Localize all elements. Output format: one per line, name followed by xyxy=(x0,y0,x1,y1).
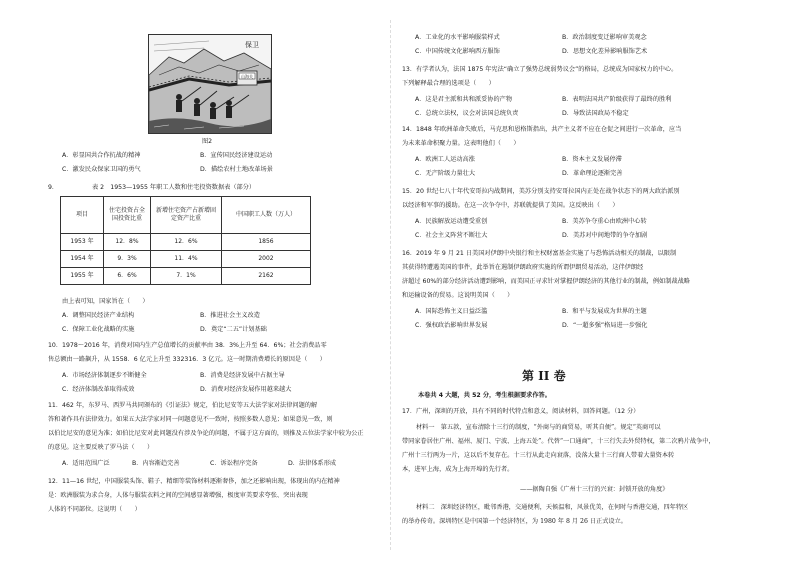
table-cell: 1953 年 xyxy=(61,234,104,251)
figure-caption: 图2 xyxy=(202,138,213,145)
table-cell: 11．4% xyxy=(151,251,222,268)
q15-option-c[interactable]: C．社会主义阵营不断壮大 xyxy=(415,232,488,239)
table-cell: 2002 xyxy=(222,251,311,268)
q8-option-b[interactable]: B．宣传国民经济建设运动 xyxy=(200,152,273,159)
q16-stem-line4: 和运输设备的贸易。这说明美国（ ） xyxy=(402,292,514,299)
material1-line1: 材料一 第五款，宣布清除十三行的制度，“外商与的商贸易，听其自便”。规定“英商可以 xyxy=(416,424,661,431)
q13-option-b[interactable]: B．表明法国共产阶级获得了最终的胜利 xyxy=(562,96,672,103)
table-header-cell: 住宅投资占全国投资比重 xyxy=(104,197,151,234)
q10-option-d[interactable]: D．消费对经济发展作用越来越大 xyxy=(200,386,292,393)
q8-option-c[interactable]: C．激发民众保家卫国的勇气 xyxy=(62,166,141,173)
table-cell: 7．1% xyxy=(151,268,222,285)
q10-stem-line1: 10．1978～2016 年，消费对国内生产总值增长的贡献率由 38．3%上升至 64．6%；社会消费品零 xyxy=(48,342,327,349)
table-cell: 9．3% xyxy=(104,251,151,268)
q10-option-a[interactable]: A．市场经济体制逐步不断健全 xyxy=(62,372,147,379)
q10-option-c[interactable]: C．经济体制改革取得成效 xyxy=(62,386,135,393)
q15-stem-line1: 15．20 世纪七八十年代安哥拉内战期间，美苏分别支持安哥拉国内正处在战争状态下的两大政治派别 xyxy=(402,188,680,195)
q9-table-title: 表 2 1953—1955 年职工人数和住宅投资数据表（部分） xyxy=(92,184,256,191)
q14-stem-line2: 为未来革命积聚力量。这表明他们（ ） xyxy=(402,140,520,147)
svg-text:保卫: 保卫 xyxy=(245,41,259,49)
table-cell: 1954 年 xyxy=(61,251,104,268)
table-cell: 1955 年 xyxy=(61,268,104,285)
q16-stem-line2: 其获得特遭遇美国的事件，此举旨在遏制伊朗政府实施的所谓伊朗贸易活动，这伴伊朗经 xyxy=(402,264,644,271)
table-cell: 1856 xyxy=(222,234,311,251)
q12-option-a[interactable]: A．工业化的水平影响服装样式 xyxy=(415,34,500,41)
q13-stem-line2: 下列解释最合理的选项是（ ） xyxy=(402,80,495,87)
q16-stem-line3: 济超过 60%的部分经济活动遭到影响，而美国正寻求针对掌握伊朗经济的其他行业的制裁，例如制裁战略 xyxy=(402,278,690,285)
table-header-cell: 项目 xyxy=(61,197,104,234)
q11-option-c[interactable]: C．诉讼程序完备 xyxy=(210,460,258,467)
q9-option-a[interactable]: A．调整国民经济产业结构 xyxy=(62,312,135,319)
material2-line2: 的举办传奇。深圳特区是中国第一个经济特区，为 1980 年 8 月 26 日正式设立。 xyxy=(402,518,627,525)
q11-option-a[interactable]: A．适用范围广泛 xyxy=(62,460,110,467)
q14-option-d[interactable]: D．革命理论逐渐完善 xyxy=(562,170,623,177)
q16-option-c[interactable]: C．强权政治影响世界发展 xyxy=(415,322,488,329)
q14-option-a[interactable]: A．欧洲工人运动高涨 xyxy=(415,156,475,163)
table-cell: 6．6% xyxy=(104,268,151,285)
material1-source: ——据陶自强《广州十三行的兴衰：封锁开放的角度》 xyxy=(520,486,669,493)
table-cell: 2162 xyxy=(222,268,311,285)
q15-option-b[interactable]: B．美苏争夺重心由欧洲中心转 xyxy=(562,218,647,225)
material1-line4: 本，进军上海，成为上海开埠的先行者。 xyxy=(402,466,514,473)
q13-stem-line1: 13．有学者认为，法国 1875 年宪法“确立了强势总统弱势议会”的格局，总统成为国家权力的中心。 xyxy=(402,66,678,73)
q16-option-a[interactable]: A．国际恐怖主义日益泛滥 xyxy=(415,308,488,315)
q16-stem-line1: 16．2019 年 9 月 21 日美国对伊朗中央银行和主权财富基金实施了与恐怖活动相关的制裁，以限制 xyxy=(402,250,677,257)
q12-option-c[interactable]: C．中国传统文化影响西方服饰 xyxy=(415,48,500,55)
q10-option-b[interactable]: B．消费是经济发展中占据主导 xyxy=(200,372,285,379)
gate-sign: 山海关 xyxy=(241,74,253,79)
q14-option-b[interactable]: B．资本主义发展停滞 xyxy=(562,156,622,163)
q13-option-c[interactable]: C．总统立法权，议会对法国总统负责 xyxy=(415,110,519,117)
q11-stem-line4: 的意见。这主要反映了罗马法（ ） xyxy=(48,444,154,451)
q11-stem-line1: 11．462 年，东罗马、西罗马共同颁布的《引证法》规定，伯比尼安等五大法学家对法律问题的解 xyxy=(48,402,318,409)
q9-number: 9． xyxy=(48,184,59,191)
q9-option-b[interactable]: B．推进社会主义改造 xyxy=(200,312,260,319)
table-header-cell: 中国职工人数（万人） xyxy=(222,197,311,234)
q13-option-a[interactable]: A．这是君主派和共和派妥协的产物 xyxy=(415,96,513,103)
section-ii-title: 第 II 卷 xyxy=(522,369,566,383)
q8-option-a[interactable]: A．彰显国共合作抗战的精神 xyxy=(62,152,141,159)
q11-option-b[interactable]: B．内容渐趋完善 xyxy=(132,460,180,467)
table-cell: 12．6% xyxy=(151,234,222,251)
q11-option-d[interactable]: D．法律体系形成 xyxy=(288,460,337,467)
material1-line3: 广州十三行两为一片，这以后不复存在。十三行从此走向衰落，没落大量十三行商人带着大量资本转 xyxy=(402,452,675,459)
q17-stem: 17．广州，深圳的开放，具有不同的时代特点和意义，阅读材料，回答问题。（12 分） xyxy=(402,408,640,415)
q14-option-c[interactable]: C．无产阶级力量壮大 xyxy=(415,170,476,177)
material1-line2: 带同家眷居住广州、福州、厦门、宁波、上海五处”。代替“一口通商”，十三行失去外贸特权，第二次鸦片战争中， xyxy=(402,438,715,445)
table-header-cell: 新增住宅资产占新增固定资产比重 xyxy=(151,197,222,234)
q11-stem-line2: 答和著作具有法律效力。如果五大法学家对同一问题意见不一致时，按照多数人意见；如果意见一致，则 xyxy=(48,416,333,423)
q9-option-d[interactable]: D．奠定“二五”计划基础 xyxy=(200,326,267,333)
material2-line1: 材料二 深圳经济特区，毗邻香港，交通便利，天候温和，风景优美，在何时与香港交通，四年特区 xyxy=(416,504,689,511)
q12-stem-line2: 是：欧洲服装为求合身，人体与服装衣料之间的空间感显著增强，极度审美要求夸张、突出表现 xyxy=(48,492,308,499)
table-cell: 12．8% xyxy=(104,234,151,251)
q15-stem-line2: 以经济和军事的援助。在这一次争夺中，苏联就提供了美国。这反映出（ ） xyxy=(402,202,619,209)
q16-option-d[interactable]: D．“一超多强”格局进一步强化 xyxy=(562,322,648,329)
q13-option-d[interactable]: D．导致法国政局不稳定 xyxy=(562,110,629,117)
q14-stem-line1: 14．1848 年欧洲革命失败后，马克思和恩格斯指出，共产主义者不应在仓促之间进行一次革命，应当 xyxy=(402,126,682,133)
q9-stem: 由上表可知，国家旨在（ ） xyxy=(62,298,149,305)
q8-option-d[interactable]: D．描绘农村土地改革场景 xyxy=(200,166,273,173)
q12-stem-line3: 人体的不同部位。这说明（ ） xyxy=(48,506,141,513)
q10-stem-line2: 售总额由一路飙升，从 1558．6 亿元上升至 332316．3 亿元。这一时期消费增长的原因是（ ） xyxy=(48,356,326,363)
section-ii-note: 本卷共 4 大题，共 52 分，考生根据要求作答。 xyxy=(418,392,551,399)
q15-option-d[interactable]: D．美苏对中间地带的争夺加剧 xyxy=(562,232,648,239)
q11-stem-line3: 以伯比尼安的意见为准；如伯比尼安对此问题没有涉及争论的问题，不属于这方面的，则推及五位法学家中较为公正 xyxy=(48,430,364,437)
q15-option-a[interactable]: A．民族解放运动遭受重创 xyxy=(415,218,488,225)
q9-option-c[interactable]: C．保障工业化战略的实施 xyxy=(62,326,135,333)
q16-option-b[interactable]: B．和平与发展成为世界的主题 xyxy=(562,308,647,315)
q12-stem-line1: 12．11—16 世纪，中国服装头饰、鞋子、精细等装饰材料逐渐奢侈，加之还影响出现，体现出的内在精神 xyxy=(48,478,340,485)
q12-option-b[interactable]: B．政治制度变迁影响审美观念 xyxy=(562,34,647,41)
q12-option-d[interactable]: D．思想文化差异影响服饰艺术 xyxy=(562,48,648,55)
